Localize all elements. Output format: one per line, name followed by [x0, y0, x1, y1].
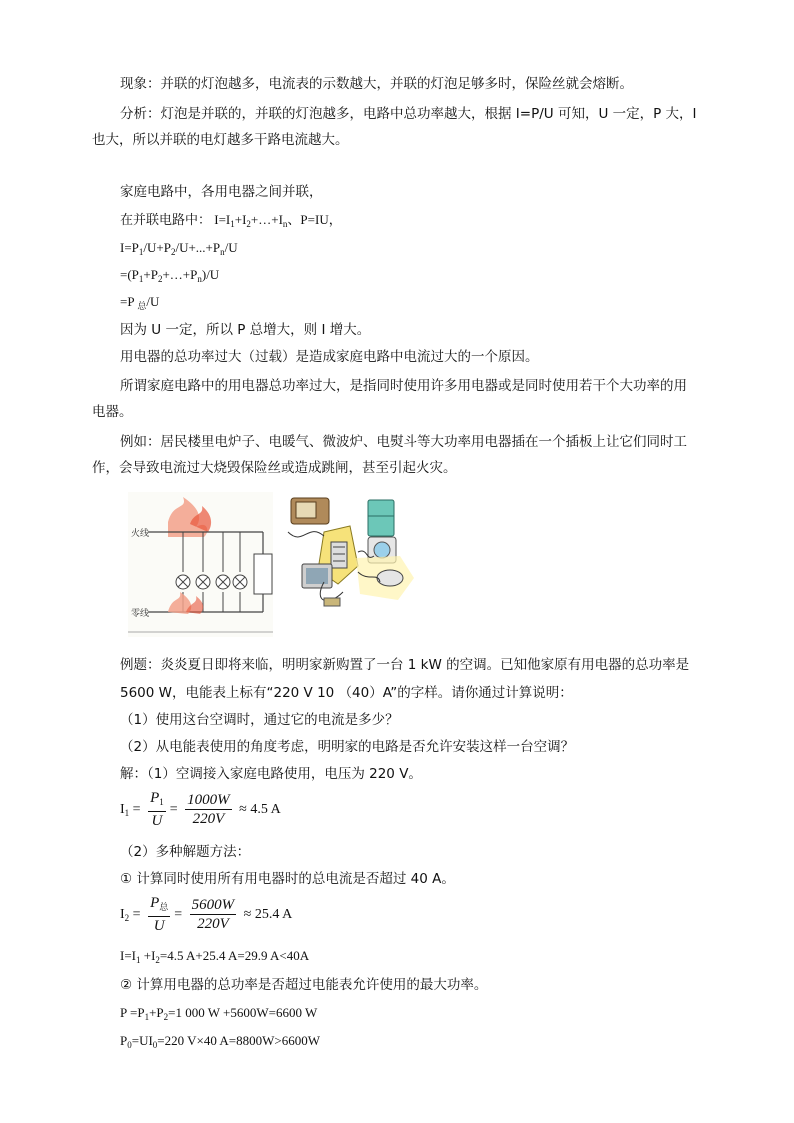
formula-total-power: =P $_总$/U [120, 294, 160, 311]
paragraph-definition-2: 电器。 [92, 404, 133, 420]
formula-current-sum: $I=P_1/U+P_2/U+...+P_n/U$ [120, 240, 238, 257]
paragraph-overload: 用电器的总功率过大（过载）是造成家庭电路中电流过大的一个原因。 [120, 349, 539, 365]
question-stem-1: 例题：炎炎夏日即将来临，明明家新购置了一台 1 kW 的空调。已知他家原有用电器的总功率是 [120, 657, 690, 673]
rice-cooker-icon [377, 570, 403, 586]
paragraph-analysis-2: 也大，所以并联的电灯越多干路电流越大。 [92, 132, 349, 148]
formula-total-power-value: $P =P_1+P_2=1$ 000 W +5600W=6600 W [120, 1005, 318, 1022]
paragraph-phenomenon: 现象：并联的灯泡越多，电流表的示数越大，并联的灯泡足够多时，保险丝就会熔断。 [120, 76, 633, 92]
overload-figure-svg [128, 492, 418, 637]
solution-part-2: （2）多种解题方法： [120, 844, 251, 860]
method-1: ① 计算同时使用所有用电器时的总电流是否超过 40 A。 [120, 871, 455, 887]
formula-total-current: $I=I_1 +I_2=4.5$ A+25.4 A=29.9 A<40A [120, 948, 310, 965]
overload-illustration [128, 492, 418, 637]
paragraph-example-1: 例如：居民楼里电炉子、电暖气、微波炉、电熨斗等大功率用电器插在一个插板上让它们同时工 [120, 434, 687, 450]
question-part-2: （2）从电能表使用的角度考虑，明明家的电路是否允许安装这样一台空调？ [120, 739, 575, 755]
formula-parallel-current: 在并联电路中： $I=I_1+I_2+\dots+I_n$、P=IU， [120, 212, 342, 229]
question-stem-2: 5600 W，电能表上标有“220 V 10 （40）A”的字样。请你通过计算说明： [120, 685, 573, 701]
refrigerator-icon [368, 500, 394, 536]
question-part-1: （1）使用这台空调时，通过它的电流是多少？ [120, 712, 399, 728]
paragraph-conclusion: 因为 U 一定，所以 P 总增大，则 I 增大。 [120, 322, 371, 338]
paragraph-household: 家庭电路中，各用电器之间并联， [120, 184, 323, 200]
neutral-wire-label: 零线 [131, 609, 150, 619]
fire-wire-label: 火线 [131, 529, 150, 539]
formula-max-power: $P_0=UI_0=220$ V×40 A=8800W>6600W [120, 1033, 320, 1050]
formula-i2: $I_2$ = $\frac{P_总}{U}$ = $\frac{5600W}{220V}$ ≈ 25.4 A [120, 895, 293, 935]
solution-part-1: 解：（1）空调接入家庭电路使用，电压为 220 V。 [120, 766, 422, 782]
iron-icon [324, 598, 340, 606]
formula-power-sum: $=(P_1+P_2+\dots+P_n)/U$ [120, 267, 220, 284]
paragraph-definition-1: 所谓家庭电路中的用电器总功率过大，是指同时使用许多用电器或是同时使用若干个大功率的用 [120, 378, 687, 394]
paragraph-example-2: 作，会导致电流过大烧毁保险丝或造成跳闸，甚至引起火灾。 [92, 460, 457, 476]
method-2: ② 计算用电器的总功率是否超过电能表允许使用的最大功率。 [120, 977, 488, 993]
paragraph-analysis-1: 分析：灯泡是并联的，并联的灯泡越多，电路中总功率越大，根据 I=P/U 可知，U 一定，P 大，I [120, 106, 697, 122]
formula-i1: $I_1$ = $\frac{P_1}{U}$ = $\frac{1000W}{220V}$ ≈ 4.5 A [120, 790, 281, 830]
